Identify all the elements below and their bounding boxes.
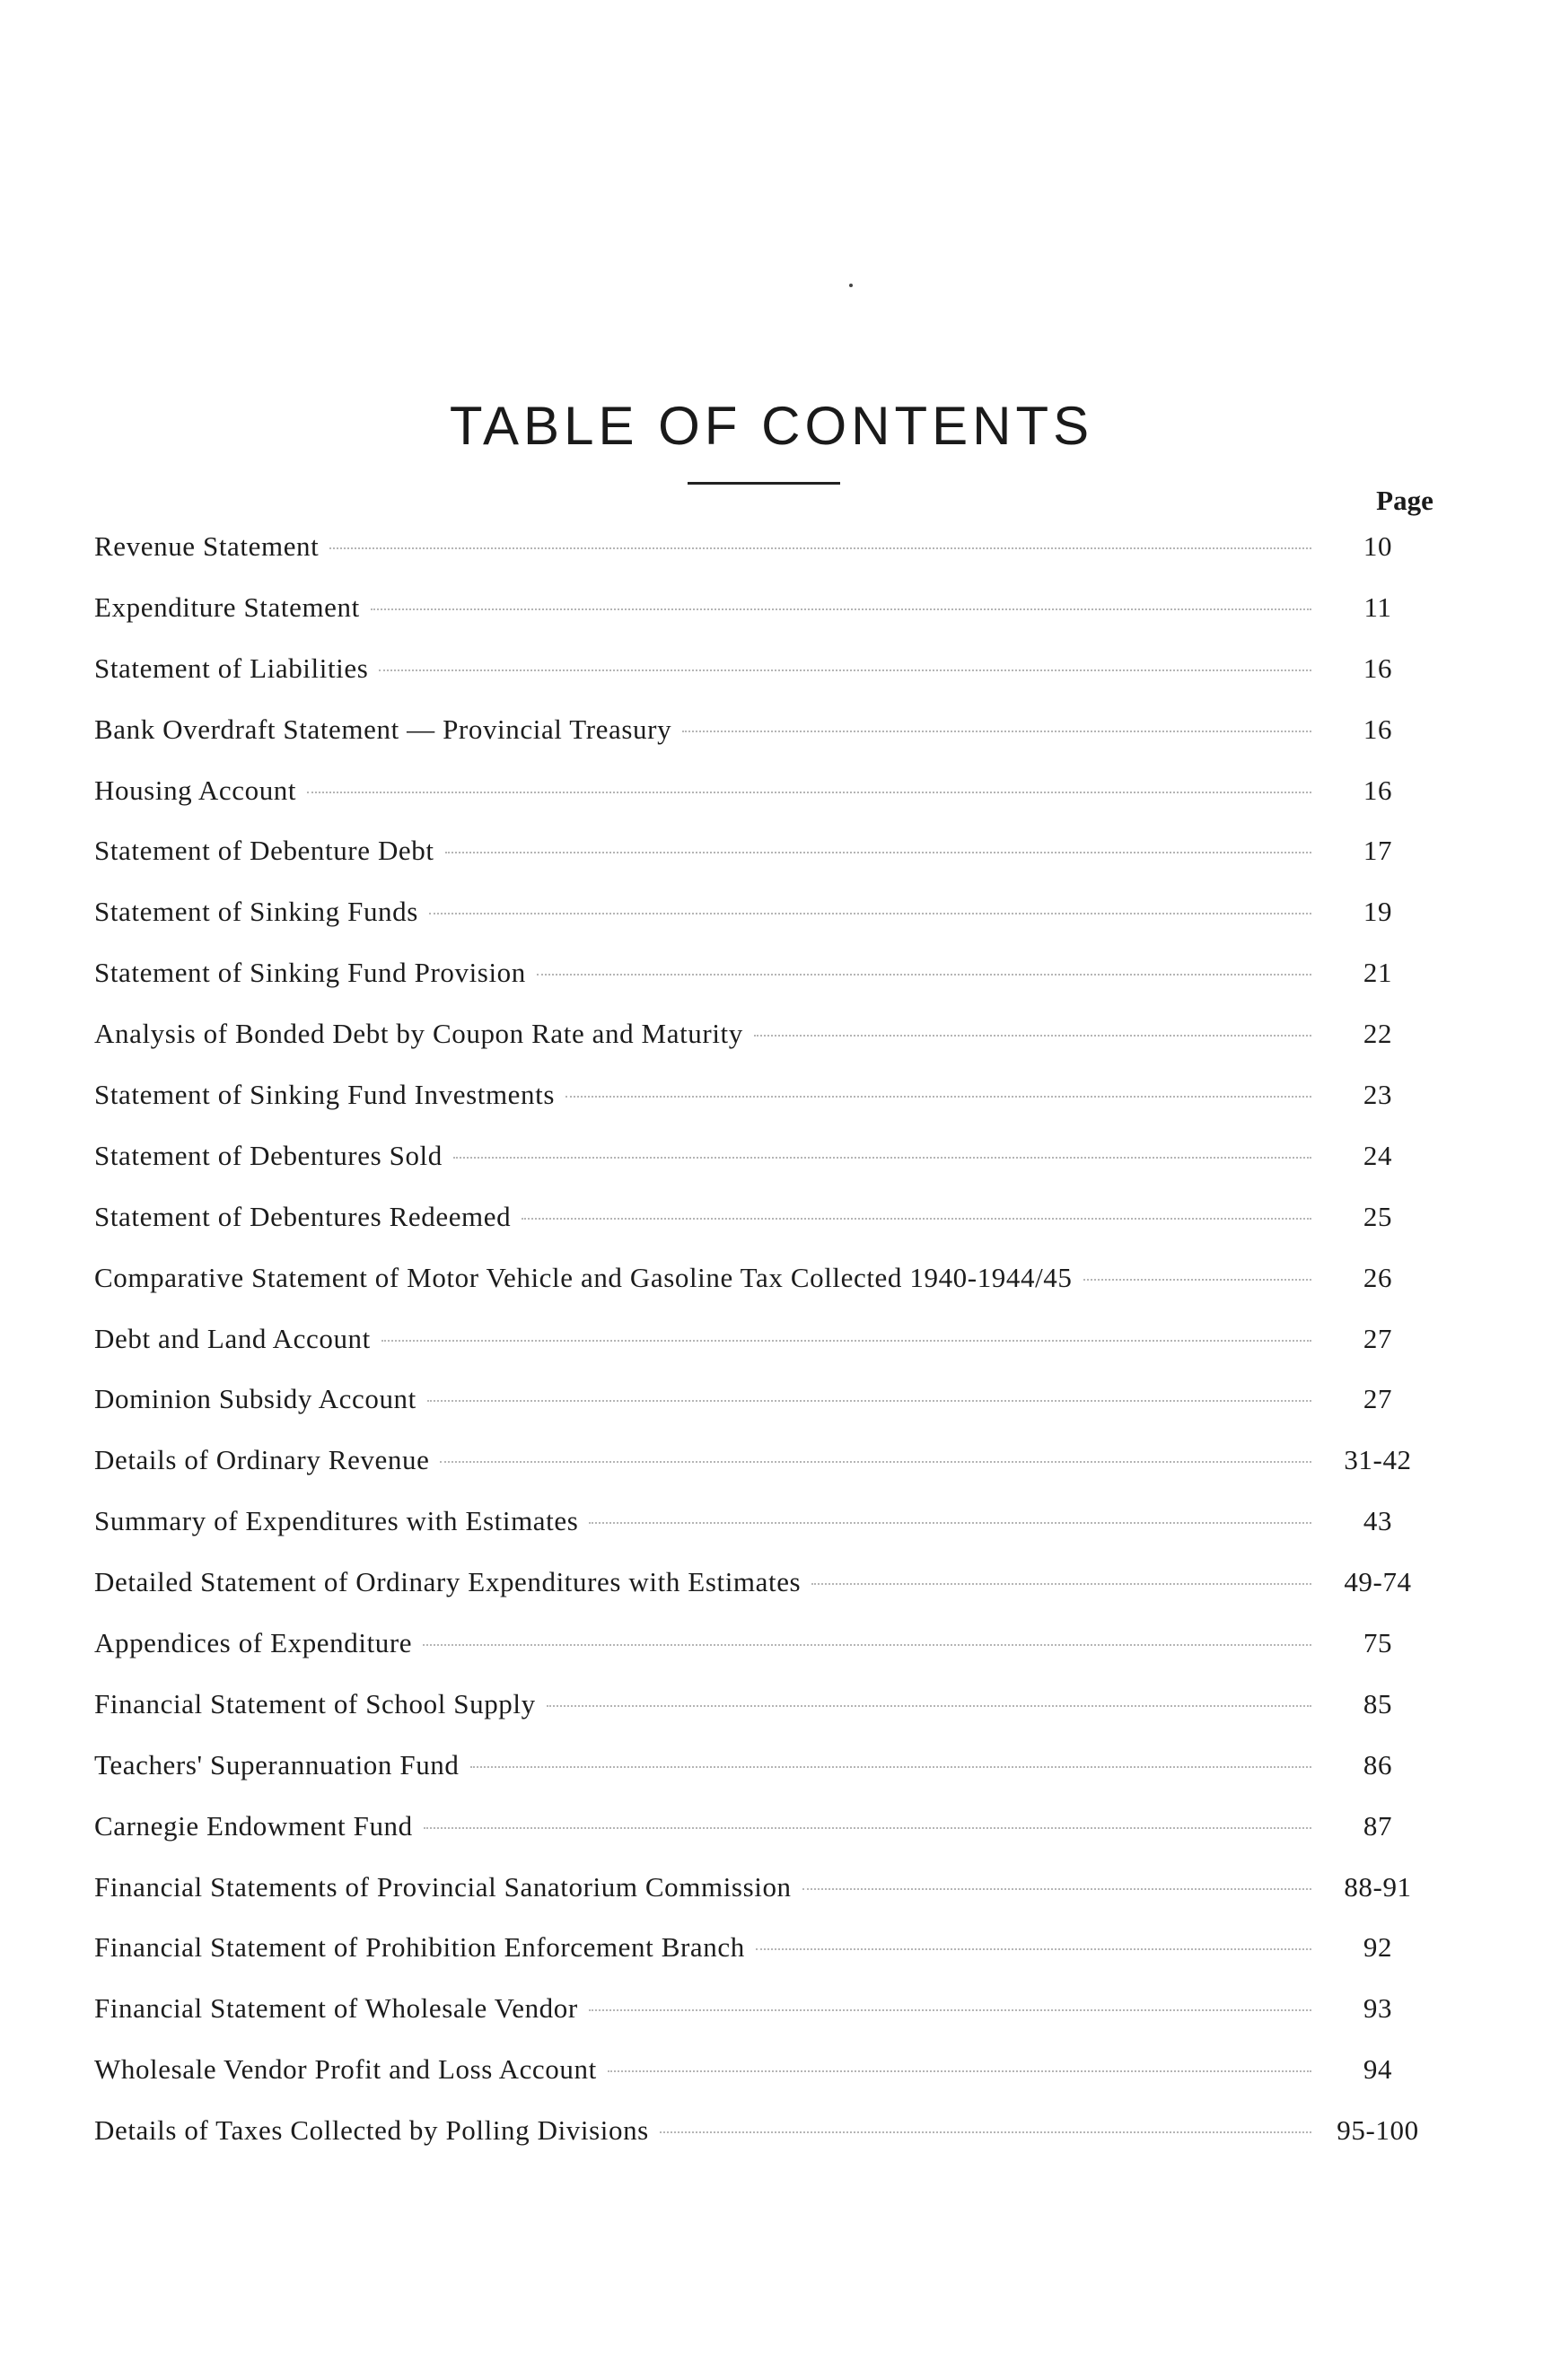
toc-entry <box>94 529 1432 590</box>
dot-leader <box>589 1522 1311 1524</box>
toc-entry <box>94 1625 1432 1686</box>
toc-entry-page: 17 <box>1363 835 1393 867</box>
toc-entry-label: Wholesale Vendor Profit and Loss Account <box>94 2053 597 2086</box>
dot-leader <box>754 1035 1311 1037</box>
dot-leader <box>660 2131 1311 2133</box>
dot-leader <box>371 608 1311 610</box>
toc-entry-page: 87 <box>1363 1809 1393 1842</box>
toc-entry-label: Statement of Debentures Redeemed <box>94 1200 512 1232</box>
dot-leader <box>1083 1279 1311 1281</box>
toc-entry <box>94 1381 1432 1442</box>
toc-entry-label: Comparative Statement of Motor Vehicle and Gasoline Tax Collected 1940-1944/45 <box>94 1261 1073 1293</box>
toc-entry-page: 27 <box>1363 1322 1393 1354</box>
dot-leader <box>682 731 1311 732</box>
toc-entry-page: 23 <box>1363 1079 1393 1111</box>
toc-entry-page: 88-91 <box>1344 1870 1412 1903</box>
dot-leader <box>381 1340 1311 1342</box>
toc-entry-label: Statement of Sinking Fund Investments <box>94 1079 556 1111</box>
dot-leader <box>811 1583 1311 1585</box>
toc-entry-page: 85 <box>1363 1687 1393 1719</box>
dot-leader <box>802 1888 1311 1890</box>
dot-leader <box>522 1218 1311 1220</box>
toc-entry <box>94 1199 1432 1260</box>
toc-entry-page: 10 <box>1363 530 1393 562</box>
toc-entry <box>94 1564 1432 1625</box>
toc-entry-label: Details of Taxes Collected by Polling Divisions <box>94 2114 649 2147</box>
toc-entry <box>94 955 1432 1016</box>
toc-entry-page: 16 <box>1363 713 1393 745</box>
toc-entry-label: Analysis of Bonded Debt by Coupon Rate and Maturity <box>94 1018 743 1050</box>
toc-entry-page: 86 <box>1363 1748 1393 1781</box>
toc-entry <box>94 1991 1432 2052</box>
toc-entry <box>94 773 1432 834</box>
toc-entry-page: 22 <box>1363 1018 1393 1050</box>
dot-leader <box>379 669 1311 671</box>
dot-leader <box>427 1400 1311 1402</box>
dot-leader <box>565 1096 1311 1098</box>
toc-entry-label: Financial Statement of School Supply <box>94 1687 536 1719</box>
toc-entry-page: 43 <box>1363 1505 1393 1537</box>
toc-entry-page: 31-42 <box>1344 1444 1412 1476</box>
toc-entry-label: Debt and Land Account <box>94 1322 371 1354</box>
dot-leader <box>307 792 1311 793</box>
toc-entry-page: 94 <box>1363 2053 1393 2086</box>
toc-entry-page: 25 <box>1363 1200 1393 1232</box>
toc-entry-page: 95-100 <box>1337 2114 1419 2147</box>
dot-leader <box>537 974 1311 976</box>
dot-leader <box>440 1461 1311 1463</box>
toc-entry-page: 16 <box>1363 774 1393 806</box>
toc-entry-page: 24 <box>1363 1139 1393 1171</box>
toc-entry <box>94 1747 1432 1808</box>
toc-entry <box>94 1869 1432 1930</box>
toc-entry-label: Teachers' Superannuation Fund <box>94 1748 460 1781</box>
toc-entry-page: 16 <box>1363 652 1393 684</box>
toc-entry-page: 49-74 <box>1344 1566 1412 1598</box>
dot-leader <box>445 852 1311 853</box>
toc-entry <box>94 590 1432 651</box>
dot-leader <box>756 1948 1311 1950</box>
toc-entry-label: Expenditure Statement <box>94 591 360 623</box>
toc-entry <box>94 894 1432 955</box>
dot-leader <box>470 1766 1312 1768</box>
toc-entry-label: Carnegie Endowment Fund <box>94 1809 413 1842</box>
toc-entry-label: Statement of Debenture Debt <box>94 835 434 867</box>
toc-entry <box>94 1260 1432 1321</box>
dot-leader <box>424 1827 1311 1829</box>
toc-entry-label: Statement of Sinking Fund Provision <box>94 957 526 989</box>
dot-leader <box>453 1157 1311 1159</box>
toc-entry-label: Statement of Sinking Funds <box>94 896 418 928</box>
toc-entry <box>94 1503 1432 1564</box>
toc-entry-page: 21 <box>1363 957 1393 989</box>
page-column-heading: Page <box>1376 485 1433 516</box>
toc-entry <box>94 1929 1432 1991</box>
toc-entry-label: Revenue Statement <box>94 530 320 562</box>
toc-entry-label: Financial Statement of Wholesale Vendor <box>94 1992 578 2025</box>
toc-entry-page: 75 <box>1363 1627 1393 1659</box>
toc-entry <box>94 1808 1432 1869</box>
toc-entry <box>94 2052 1432 2113</box>
toc-entry-label: Summary of Expenditures with Estimates <box>94 1505 579 1537</box>
toc-entry-label: Financial Statements of Provincial Sanatorium Commission <box>94 1870 792 1903</box>
toc-entry <box>94 1016 1432 1077</box>
toc-entry-page: 26 <box>1363 1261 1393 1293</box>
toc-entry-label: Statement of Debentures Sold <box>94 1139 443 1171</box>
dot-leader <box>329 547 1311 549</box>
dot-leader <box>423 1644 1311 1646</box>
toc-entry-label: Dominion Subsidy Account <box>94 1383 416 1415</box>
toc-entry <box>94 833 1432 894</box>
print-speck <box>849 284 853 287</box>
toc-entry <box>94 712 1432 773</box>
toc-entry-label: Bank Overdraft Statement — Provincial Treasury <box>94 713 672 745</box>
toc-entry-page: 27 <box>1363 1383 1393 1415</box>
page-title: TABLE OF CONTENTS <box>449 396 1094 457</box>
toc-entry-label: Appendices of Expenditure <box>94 1627 413 1659</box>
toc-entry <box>94 1686 1432 1747</box>
toc-entry <box>94 651 1432 712</box>
toc-entry <box>94 2113 1432 2174</box>
toc-entry-page: 19 <box>1363 896 1393 928</box>
toc-entry <box>94 1442 1432 1503</box>
toc-entry-label: Detailed Statement of Ordinary Expenditures with Estimates <box>94 1566 802 1598</box>
title-underline <box>688 482 840 485</box>
toc-entry-label: Statement of Liabilities <box>94 652 369 684</box>
toc-entry-page: 11 <box>1363 591 1392 623</box>
toc-entry-label: Housing Account <box>94 774 297 806</box>
toc-entry-label: Details of Ordinary Revenue <box>94 1444 430 1476</box>
toc-entry-page: 93 <box>1363 1992 1393 2025</box>
toc-entry <box>94 1077 1432 1138</box>
dot-leader <box>608 2070 1311 2072</box>
toc-entry-label: Financial Statement of Prohibition Enforcement Branch <box>94 1931 745 1964</box>
toc-entry <box>94 1321 1432 1382</box>
toc-entry-page: 92 <box>1363 1931 1393 1964</box>
toc-entry <box>94 1138 1432 1199</box>
dot-leader <box>429 913 1311 914</box>
table-of-contents <box>94 529 1432 2174</box>
dot-leader <box>547 1705 1311 1707</box>
dot-leader <box>589 2009 1311 2011</box>
